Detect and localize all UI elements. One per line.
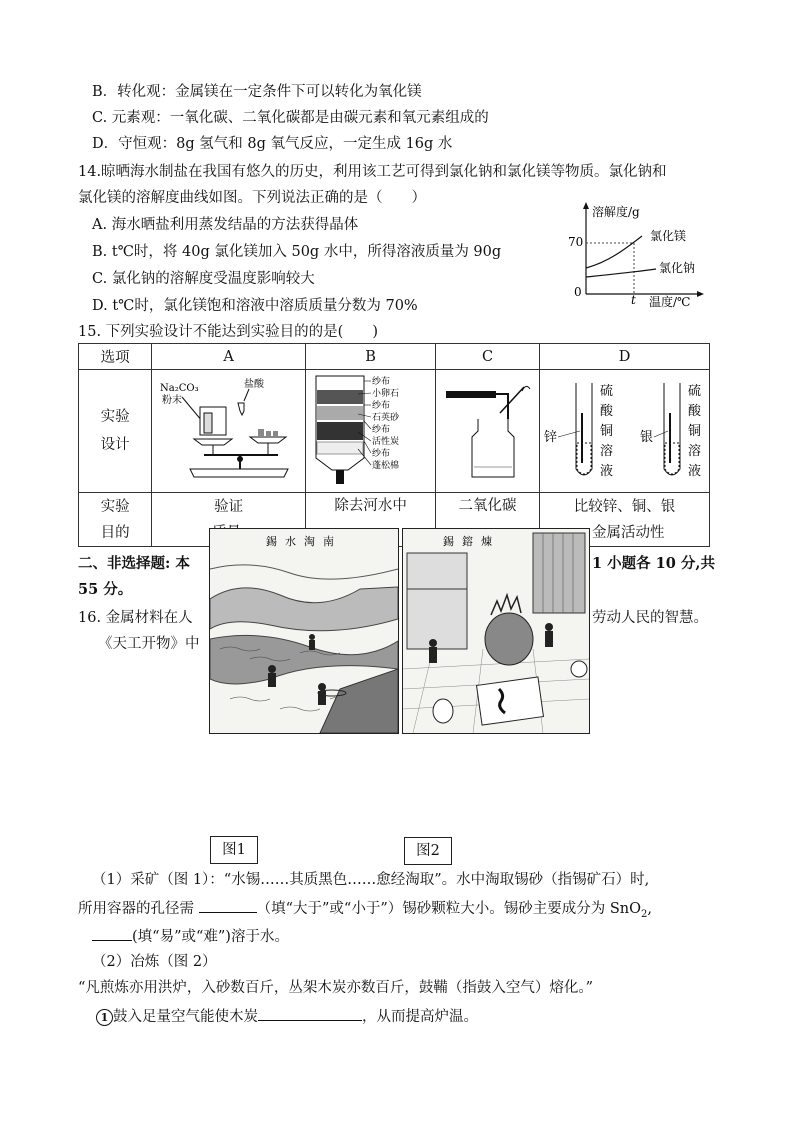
q15-goal-c: 二氧化碳	[436, 493, 540, 547]
q15-stem: 15. 下列实验设计不能达到实验目的的是( )	[78, 324, 378, 340]
svg-text:硫: 硫	[687, 384, 701, 399]
q15-row-goal-label: 实验 目的	[79, 493, 152, 547]
svg-text:盐酸: 盐酸	[243, 379, 264, 390]
water-filter-apparatus	[308, 370, 434, 488]
svg-text:纱布: 纱布	[371, 401, 390, 411]
graph-x-arrow	[697, 291, 704, 297]
q14-option-c: C. 氯化钠的溶解度受温度影响较大	[92, 271, 315, 287]
balance-apparatus	[154, 373, 304, 485]
q14-stem-line1: 14.晾晒海水制盐在我国有悠久的历史，利用该工艺可得到氯化钠和氯化镁等物质。氯化钠和	[78, 164, 667, 180]
svg-text:液: 液	[599, 464, 613, 479]
svg-text:锌: 锌	[543, 430, 557, 445]
svg-text:蓬松棉: 蓬松棉	[371, 461, 399, 471]
gas-collection-apparatus	[438, 373, 538, 485]
svg-text:石英砂: 石英砂	[371, 413, 399, 423]
svg-text:铜: 铜	[599, 424, 613, 439]
metal-activity-tubes	[542, 373, 708, 485]
figure1-illustration	[210, 529, 398, 733]
q16-part2-title: （2）冶炼（图 2）	[92, 954, 217, 970]
q15-row-design-label: 实验 设计	[79, 370, 152, 493]
q16-part1-line1: （1）采矿（图 1）：“水锡……其质黑色……愈经淘取”。水中淘取锡砂（指锡矿石）时,	[92, 872, 650, 888]
answer-blank-solubility[interactable]	[92, 926, 132, 941]
q15-header-b: B	[306, 344, 436, 370]
q15-goal-d: 比较锌、铜、银 金属活动性	[540, 493, 710, 547]
svg-text:铜: 铜	[687, 424, 701, 439]
q15-header-option: 选项	[79, 344, 152, 370]
svg-text:纱布: 纱布	[371, 449, 390, 459]
q16-part1-line2: 所用容器的孔径需 （填“大于”或“小于”）锡砂颗粒大小。锡砂主要成分为 SnO$_2$,	[78, 898, 652, 925]
q14-option-a: A. 海水晒盐利用蒸发结晶的方法获得晶体	[92, 217, 359, 233]
svg-text:纱布: 纱布	[371, 377, 390, 387]
q16-part1-line3: (填“易”或“难”)溶于水。	[92, 926, 289, 947]
graph-t-label: t	[631, 293, 636, 307]
q16-stem-end: 劳动人民的智慧。	[592, 610, 708, 626]
svg-text:Na₂CO₃: Na₂CO₃	[159, 383, 199, 394]
section2-score: 55 分。	[78, 581, 133, 598]
q15-design-d	[540, 370, 710, 493]
graph-origin-label: 0	[574, 285, 582, 299]
figure2-illustration	[403, 529, 589, 733]
figure1-title: 錫水淘南	[266, 535, 342, 548]
q16-book-ref: 《天工开物》中	[98, 636, 200, 652]
q14-option-d: D. t℃时，氯化镁饱和溶液中溶质质量分数为 70%	[92, 298, 418, 314]
q14-option-b: B. t℃时，将 40g 氯化镁加入 50g 水中，所得溶液质量为 90g	[92, 244, 502, 260]
q15-table	[78, 343, 710, 547]
svg-text:溶: 溶	[687, 444, 701, 459]
q15-design-b	[306, 370, 436, 493]
q13-option-d: D．守恒观：8g 氢气和 8g 氧气反应，一定生成 16g 水	[92, 136, 453, 152]
answer-blank-charcoal[interactable]	[258, 1006, 362, 1021]
svg-text:溶: 溶	[599, 444, 613, 459]
answer-blank-aperture[interactable]	[199, 898, 257, 913]
graph-y70-label: 70	[568, 235, 584, 249]
nacl-label: 氯化钠	[659, 261, 696, 275]
q13-option-b: B．转化观：金属镁在一定条件下可以转化为氧化镁	[92, 84, 422, 100]
solubility-graph	[560, 198, 710, 310]
graph-xlabel: 温度/℃	[649, 295, 691, 309]
q15-goal-b: 除去河水中	[306, 493, 436, 547]
q13-option-c: C. 元素观：一氧化碳、二氧化碳都是由碳元素和氧元素组成的	[92, 110, 489, 126]
q15-header-c: C	[436, 344, 540, 370]
figure2-title: 錫鎔煉	[443, 535, 500, 548]
q14-stem-line2: 氯化镁的溶解度曲线如图。下列说法正确的是（ ）	[78, 190, 426, 206]
svg-text:小卵石: 小卵石	[371, 389, 399, 399]
svg-text:硫: 硫	[599, 384, 613, 399]
svg-text:纱布: 纱布	[371, 425, 390, 435]
svg-text:粉末: 粉末	[161, 395, 182, 406]
section2-heading-start: 二、非选择题: 本	[78, 555, 190, 572]
q16-subquestion-1: 1 鼓入足量空气能使木炭 ，从而提高炉温。	[96, 1006, 478, 1027]
q16-stem-start: 16. 金属材料在人	[78, 610, 193, 626]
q15-header-d: D	[540, 344, 710, 370]
graph-ylabel: 溶解度/g	[592, 205, 640, 219]
svg-text:银: 银	[639, 430, 653, 445]
section2-heading-end: 1 小题各 10 分,共	[592, 555, 715, 572]
q15-design-c	[436, 370, 540, 493]
svg-text:酸: 酸	[599, 404, 613, 419]
figure2-caption: 图2	[404, 837, 452, 865]
figure1-tin-panning	[209, 528, 399, 734]
figure2-tin-smelting	[402, 528, 590, 734]
svg-text:液: 液	[687, 464, 701, 479]
svg-text:活性炭: 活性炭	[371, 437, 399, 447]
q15-header-a: A	[152, 344, 306, 370]
q15-design-a	[152, 370, 306, 493]
figure1-caption: 图1	[210, 836, 258, 864]
graph-y-arrow	[583, 202, 589, 209]
q16-quote: “凡煎炼亦用洪炉，入砂数百斤，丛架木炭亦数百斤，鼓鞴（指鼓入空气）熔化。”	[78, 980, 594, 996]
svg-text:酸: 酸	[687, 404, 701, 419]
nacl-curve	[586, 269, 656, 277]
circled-number-1: 1	[96, 1009, 113, 1026]
mgcl2-label: 氯化镁	[650, 229, 687, 243]
q15-goal-a: 验证	[152, 493, 306, 547]
